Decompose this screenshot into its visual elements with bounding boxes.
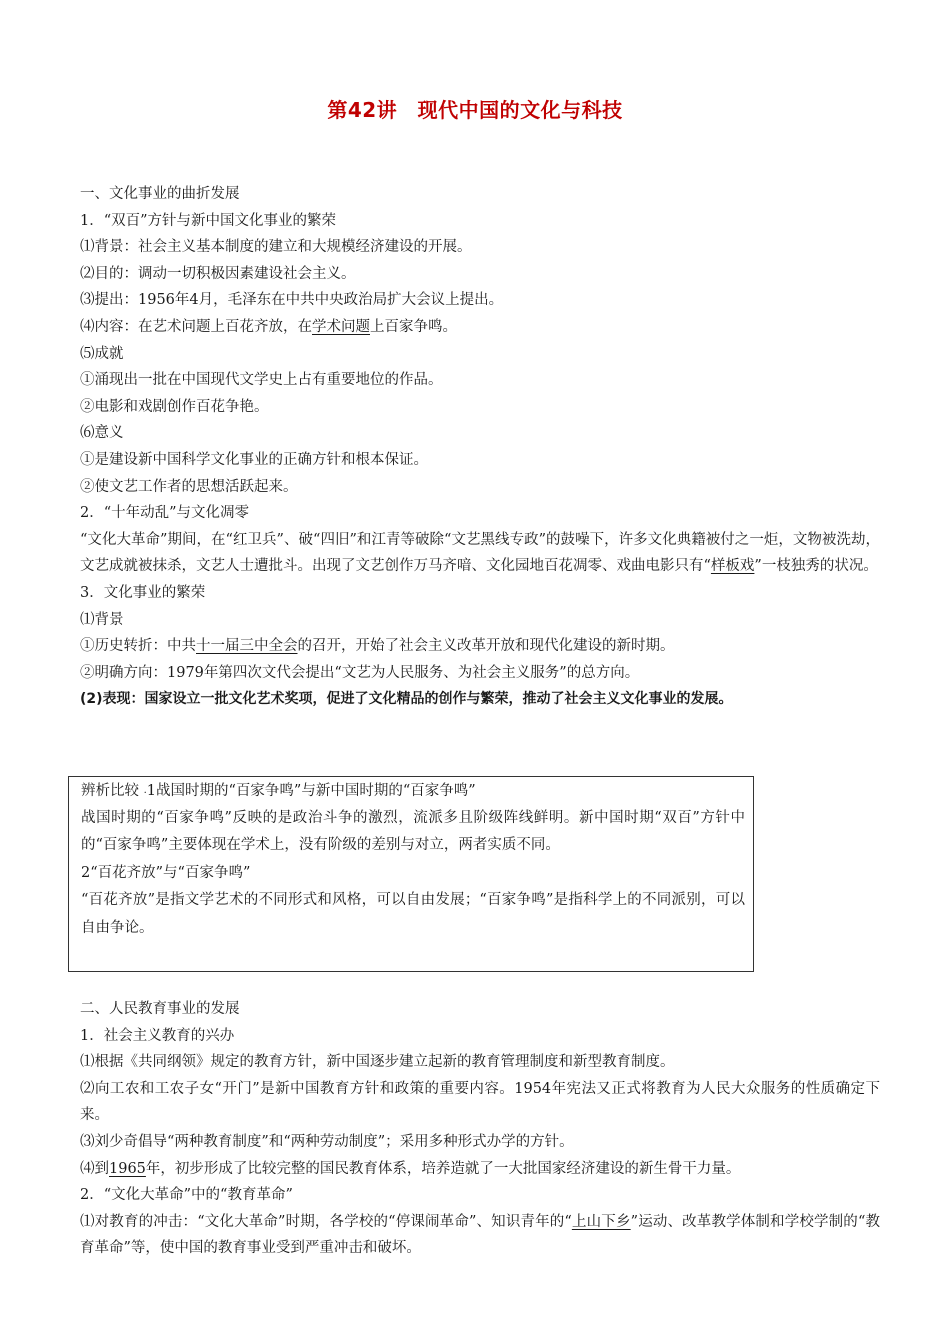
paragraph: ⑸成就 (80, 345, 124, 362)
underlined-term: 样板戏 (710, 558, 755, 575)
box-paragraph: 战国时期的“百家争鸣”反映的是政治斗争的激烈，流派多且阶级阵线鲜明。新中国时期“双百”方针中的“百家争鸣”主要体现在学术上，没有阶级的差别与对立，两者实质不同。 (81, 809, 745, 853)
paragraph: ②使文艺工作者的思想活跃起来。 (80, 478, 298, 495)
subsection-title: 1．社会主义教育的兴办 (80, 1027, 235, 1044)
text: ①历史转折：中共 (80, 638, 196, 655)
marker-dot: . (143, 785, 147, 796)
subsection-title: 1．“双百”方针与新中国文化事业的繁荣 (80, 212, 337, 229)
subsection-title: 2．“十年动乱”与文化凋零 (80, 505, 250, 522)
paragraph: ①是建设新中国科学文化事业的正确方针和根本保证。 (80, 451, 428, 468)
section-education (80, 996, 880, 1262)
underlined-term: 上山下乡 (571, 1213, 631, 1230)
comparison-box (68, 776, 754, 972)
subsection-title: 2．“文化大革命”中的“教育革命” (80, 1187, 293, 1204)
text: 的召开，开始了社会主义改革开放和现代化建设的新时期。 (297, 638, 675, 655)
text: ”运动、改革教学体制和学校学制的“教育革命”等，使中国的教育事业受到严重冲击和破坏。 (80, 1213, 881, 1257)
section-culture (80, 181, 880, 713)
underlined-term: 十一届三中全会 (196, 638, 298, 655)
section-heading: 二、人民教育事业的发展 (80, 1001, 240, 1017)
box-item-title: 1战国时期的“百家争鸣”与新中国时期的“百家争鸣” (146, 782, 476, 799)
page-title: 第42讲 现代中国的文化与科技 (327, 98, 623, 122)
paragraph: ⑵向工农和工农子女“开门”是新中国教育方针和政策的重要内容。1954年宪法又正式将教育为人民大众服务的性质确定下来。 (80, 1080, 880, 1124)
text: ”一枝独秀的状况。 (754, 558, 878, 575)
paragraph: ⑶刘少奇倡导“两种教育制度”和“两种劳动制度”；采用多种形式办学的方针。 (80, 1133, 574, 1150)
text: ⑴对教育的冲击：“文化大革命”时期，各学校的“停课闹革命”、知识青年的“ (80, 1213, 572, 1230)
paragraph: ⑹意义 (80, 425, 124, 442)
box-label: 辨析比较 (81, 782, 139, 799)
paragraph (80, 1156, 880, 1183)
underlined-term: 学术问题 (312, 318, 370, 335)
paragraph: ⑴背景 (80, 611, 124, 628)
text: ⑷到 (80, 1160, 109, 1177)
paragraph: ⑶提出：1956年4月，毛泽东在中共中央政治局扩大会议上提出。 (80, 292, 504, 309)
text: 年，初步形成了比较完整的国民教育体系，培养造就了一大批国家经济建设的新生骨干力量。 (145, 1160, 741, 1177)
text: “文化大革命”期间，在“红卫兵”、破“四旧”和江青等破除“文艺黑线专政”的鼓噪下，许多文化典籍被付之一炬，文物被洗劫，文艺成就被抹杀，文艺人士遭批斗。出现了文艺创作万马齐喑、文化园地百花凋零、戏曲电影只有“ (80, 531, 880, 575)
paragraph (80, 527, 880, 580)
paragraph: ②电影和戏剧创作百花争艳。 (80, 398, 269, 415)
paragraph (80, 1209, 880, 1262)
box-heading (81, 777, 745, 805)
text: 上百家争鸣。 (370, 318, 457, 335)
paragraph: ⑴根据《共同纲领》规定的教育方针，新中国逐步建立起新的教育管理制度和新型教育制度。 (80, 1054, 675, 1071)
paragraph: ②明确方向：1979年第四次文代会提出“文艺为人民服务、为社会主义服务”的总方向。 (80, 664, 640, 681)
paragraph: ①涌现出一批在中国现代文学史上占有重要地位的作品。 (80, 372, 443, 389)
box-paragraph: “百花齐放”是指文学艺术的不同形式和风格，可以自由发展；“百家争鸣”是指科学上的不同派别，可以自由争论。 (81, 892, 745, 936)
paragraph: ⑵目的：调动一切积极因素建设社会主义。 (80, 265, 356, 282)
paragraph (80, 314, 880, 341)
text: ⑷内容：在艺术问题上百花齐放，在 (80, 318, 312, 335)
paragraph (80, 633, 880, 660)
box-item-title: 2“百花齐放”与“百家争鸣” (81, 864, 251, 881)
underlined-term: 1965 (109, 1160, 146, 1177)
paragraph: ⑴背景：社会主义基本制度的建立和大规模经济建设的开展。 (80, 239, 472, 256)
section-heading: 一、文化事业的曲折发展 (80, 186, 240, 202)
subsection-title: 3．文化事业的繁荣 (80, 584, 206, 601)
bold-paragraph: (2)表现：国家设立一批文化艺术奖项，促进了文化精品的创作与繁荣，推动了社会主义文化事业的发展。 (80, 691, 733, 708)
